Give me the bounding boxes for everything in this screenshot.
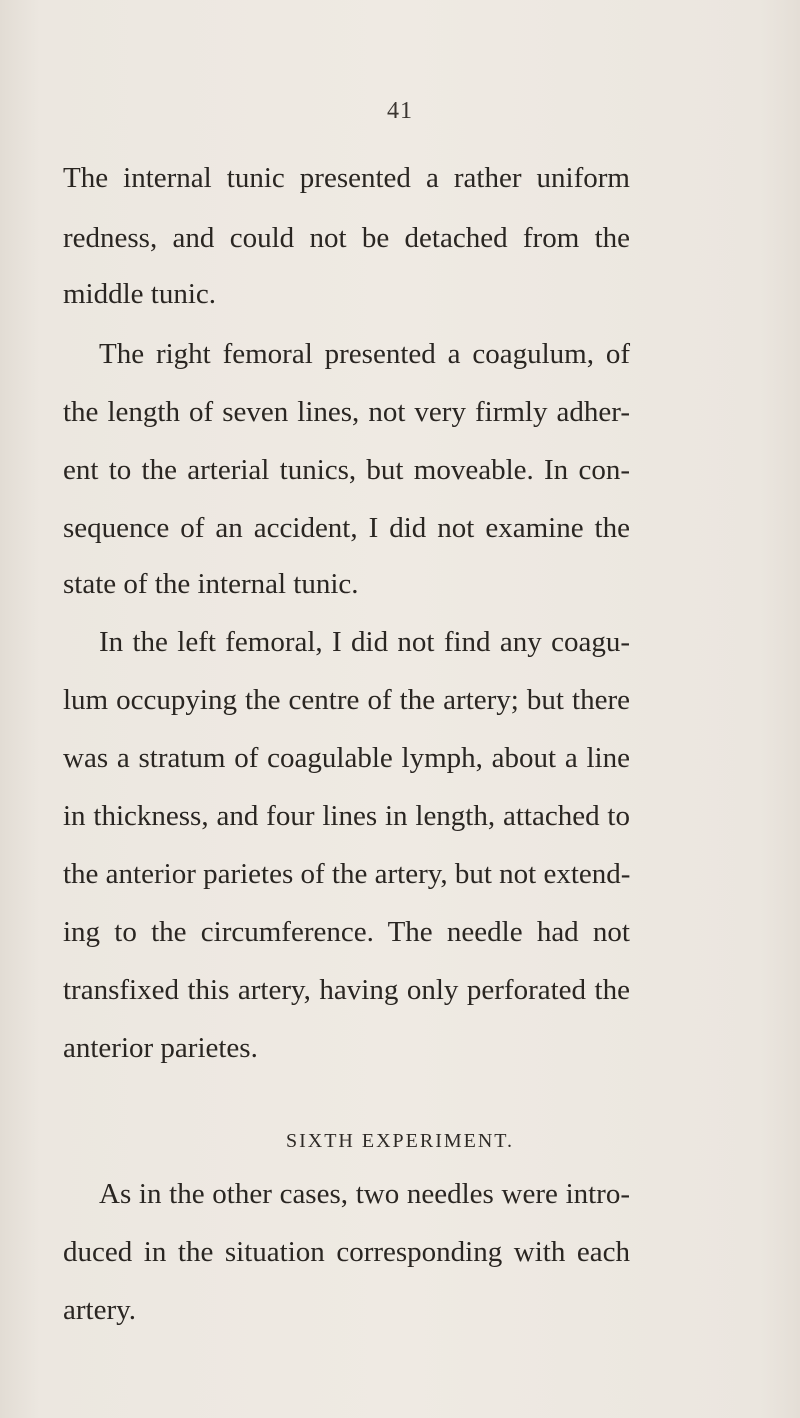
- paragraph-2-line-2: the length of seven lines, not very firmly adher-: [63, 396, 630, 428]
- paragraph-2-line-1: The right femoral presented a coagulum, of: [99, 338, 630, 370]
- paragraph-1-line-2: redness, and could not be detached from the: [63, 222, 630, 254]
- paragraph-3-line-6: ing to the circumference. The needle had not: [63, 916, 630, 948]
- section-heading: SIXTH EXPERIMENT.: [285, 1130, 515, 1152]
- paragraph-3-line-4: in thickness, and four lines in length, attached to: [63, 800, 630, 832]
- page-number: 41: [387, 98, 413, 124]
- paragraph-2-line-4: sequence of an accident, I did not examine the: [63, 512, 630, 544]
- paragraph-2-line-5: state of the internal tunic.: [63, 568, 359, 600]
- paragraph-3-line-1: In the left femoral, I did not find any coagu-: [99, 626, 630, 658]
- paragraph-3-line-5: the anterior parietes of the artery, but not extend-: [63, 858, 631, 890]
- section-line-2: duced in the situation corresponding with each: [63, 1236, 630, 1268]
- paragraph-2-line-3: ent to the arterial tunics, but moveable. In con-: [63, 454, 630, 486]
- paragraph-3-line-8: anterior parietes.: [63, 1032, 258, 1064]
- paragraph-3-line-2: lum occupying the centre of the artery; but there: [63, 684, 630, 716]
- paragraph-1-line-1: The internal tunic presented a rather uniform: [63, 162, 630, 194]
- paragraph-3-line-7: transfixed this artery, having only perforated the: [63, 974, 630, 1006]
- paragraph-3-line-3: was a stratum of coagulable lymph, about a line: [63, 742, 630, 774]
- paragraph-1-line-3: middle tunic.: [63, 278, 217, 310]
- section-line-3: artery.: [63, 1294, 136, 1326]
- section-line-1: As in the other cases, two needles were intro-: [99, 1178, 630, 1210]
